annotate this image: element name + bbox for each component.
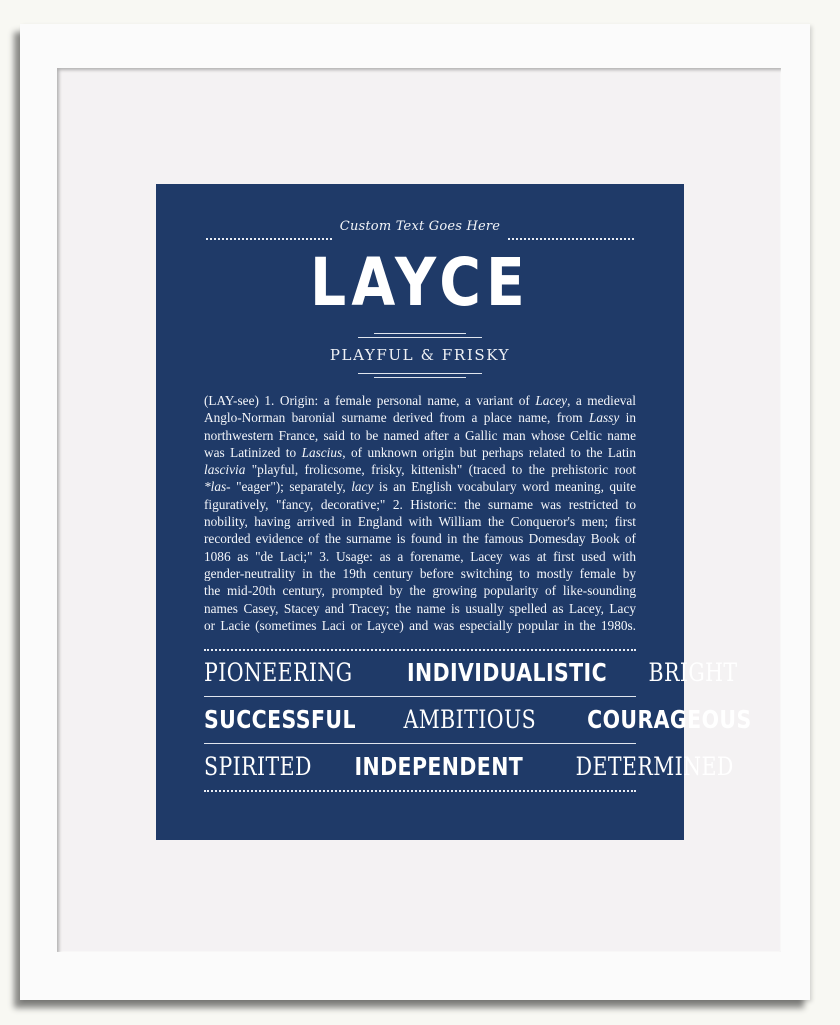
trait-word: DETERMINED (575, 752, 734, 781)
definition-text: figuratively, "fancy, decorative;" 2. Historic: the surname was restricted to (204, 496, 636, 512)
definition-italic: Lascius (301, 444, 343, 460)
definition-line (204, 600, 636, 617)
definition-text: nobility, having arrived in England with William the Conqueror's men; first (204, 514, 636, 530)
definition-line (204, 478, 636, 495)
rule-above-tagline-2 (358, 337, 482, 338)
definition-line (204, 427, 636, 444)
trait-word: SPIRITED (204, 752, 312, 781)
rule-traits-1 (204, 696, 636, 697)
definition-text: 1086 as "de Laci;" 3. Usage: as a forename, Lacey was at first used with (204, 548, 636, 564)
definition-line (204, 461, 636, 478)
definition-italic: lacy (351, 479, 374, 495)
dotted-rule-right (508, 238, 634, 240)
dotted-rule-traits-bottom (204, 790, 636, 792)
definition-italic: Lacey (535, 393, 568, 408)
definition-text: in (619, 410, 636, 426)
name-definition (204, 392, 636, 634)
name-title: LAYCE (310, 244, 530, 321)
trait-word: BRIGHT (648, 658, 738, 687)
trait-row (204, 752, 734, 782)
rule-traits-2 (204, 743, 636, 744)
definition-line (204, 444, 636, 461)
rule-below-tagline-2 (374, 377, 466, 378)
definition-text: or Lacie (sometimes Laci or Layce) and was especially popular in the 1980s. (204, 617, 636, 633)
definition-line (204, 496, 636, 513)
rule-above-tagline (374, 333, 466, 334)
trait-word: INDEPENDENT (354, 752, 523, 781)
definition-line (204, 409, 636, 426)
definition-text: , a medieval (567, 393, 637, 408)
dotted-rule-traits-top (204, 649, 636, 651)
custom-text: Custom Text Goes Here (339, 219, 501, 234)
definition-italic: Lassy (588, 410, 620, 426)
definition-line (204, 565, 636, 582)
definition-line (204, 617, 636, 634)
trait-word: SUCCESSFUL (204, 705, 356, 734)
definition-text: recorded evidence of the surname is found in the famous Domesday Book of (204, 531, 636, 547)
definition-line (204, 392, 636, 409)
tagline: PLAYFUL & FRISKY (329, 346, 511, 364)
definition-italic: lascivia (204, 462, 246, 478)
definition-text: , of unknown origin but perhaps related to the Latin (342, 444, 636, 460)
trait-row (204, 658, 738, 688)
definition-text: gender-neutrality in the 19th century before switching to mostly female by (204, 565, 636, 581)
definition-text: Anglo-Norman baronial surname derived from a place name, from (204, 410, 589, 426)
trait-word: COURAGEOUS (587, 705, 752, 734)
trait-word: AMBITIOUS (403, 705, 537, 734)
trait-word: PIONEERING (204, 658, 353, 687)
definition-line (204, 530, 636, 547)
definition-text: the mid-20th century, prompted by the growing popularity of like-sounding (204, 583, 636, 599)
definition-italic: *las- (204, 479, 231, 495)
definition-line (204, 513, 636, 530)
definition-line (204, 582, 636, 599)
rule-below-tagline (358, 373, 482, 374)
name-poster (156, 184, 752, 840)
definition-text: (LAY-see) 1. Origin: a female personal name, a variant of (204, 393, 536, 408)
definition-text: "eager"); separately, (230, 479, 352, 495)
definition-text: was Latinized to (204, 444, 302, 460)
trait-row (204, 705, 752, 735)
dotted-rule-left (206, 238, 332, 240)
definition-text: northwestern France, said to be named after a Gallic man whose Celtic name (204, 427, 636, 443)
definition-text: names Casey, Stacey and Tracey; the name is usually spelled as Lacey, Lacy (204, 600, 636, 616)
definition-text: is an English vocabulary word meaning, quite (373, 479, 636, 495)
definition-text: "playful, frolicsome, frisky, kittenish" (traced to the prehistoric root (245, 462, 636, 478)
definition-line (204, 548, 636, 565)
trait-word: INDIVIDUALISTIC (407, 658, 608, 687)
